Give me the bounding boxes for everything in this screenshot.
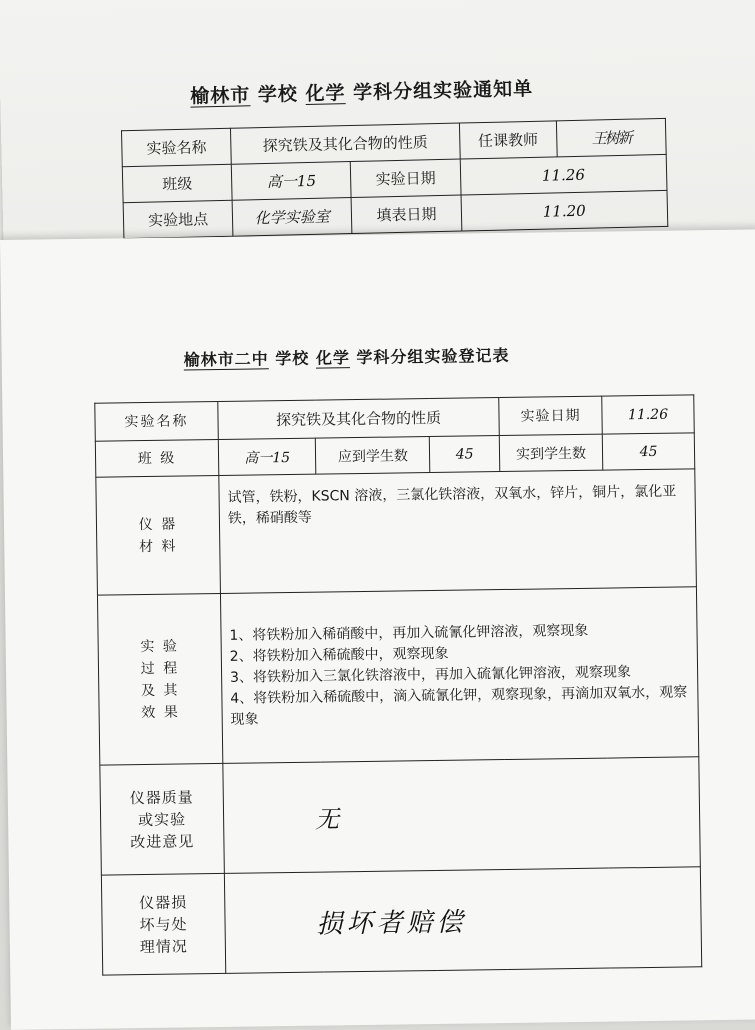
notice-title-subject: 化学 <box>305 82 346 106</box>
notice-fill-date-label: 填表日期 <box>351 195 461 233</box>
register-actual-value: 45 <box>602 433 694 470</box>
register-title-school: 学校 <box>275 348 310 369</box>
process-step: 2、将铁粉加入稀硫酸中，观察现象 <box>229 645 449 665</box>
process-step: 1、将铁粉加入稀硝酸中，再加入硫氰化钾溶液，观察现象 <box>229 622 589 644</box>
quality-label-line: 改进意见 <box>130 831 195 851</box>
register-date-label: 实验日期 <box>499 396 602 435</box>
register-expected-value: 45 <box>430 436 500 473</box>
register-actual-label: 实到学生数 <box>499 434 602 471</box>
damage-label-line: 仪器损 <box>139 892 188 912</box>
notice-teacher-label: 任课教师 <box>459 121 557 159</box>
register-class-label: 班 级 <box>95 439 218 477</box>
register-quality-value-cell <box>223 757 701 874</box>
process-label-line: 及 其 <box>140 682 180 699</box>
notice-teacher-signature: 王树新 <box>556 118 666 156</box>
damage-label-line: 理情况 <box>139 936 188 956</box>
quality-label-line: 仪器质量 <box>129 787 194 807</box>
register-title-school-name: 榆林市二中 <box>183 349 269 370</box>
notice-class-label: 班级 <box>122 164 232 202</box>
register-title-subject: 化学 <box>315 348 351 368</box>
register-expected-label: 应到学生数 <box>316 437 431 475</box>
register-title-rest: 学科分组实验登记表 <box>356 345 510 368</box>
register-class-value: 高一15 <box>218 438 316 475</box>
register-name-label: 实验名称 <box>95 401 218 441</box>
notice-title <box>190 74 533 109</box>
notice-class-value: 高一15 <box>231 162 351 201</box>
damage-label-line: 坏与处 <box>139 914 188 934</box>
notice-date-value: 11.26 <box>460 154 667 195</box>
notice-table <box>121 118 668 239</box>
register-damage-label <box>101 873 225 975</box>
process-label-line: 效 果 <box>141 704 180 721</box>
notice-title-city: 榆林市 <box>189 84 251 108</box>
notice-title-rest: 学科分组实验通知单 <box>352 77 534 104</box>
register-materials-label <box>96 475 221 595</box>
register-table <box>94 394 702 975</box>
register-damage-value-cell <box>224 867 701 974</box>
process-step: 4、将铁粉加入稀硫酸中，滴入硫氰化钾，观察现象，再滴加双氧水，观察现象 <box>230 684 688 728</box>
register-process-value <box>220 587 698 764</box>
register-materials-value: 试管，铁粉，KSCN 溶液，三氯化铁溶液，双氧水，锌片，铜片，氯化亚铁，稀硝酸等 <box>219 469 697 594</box>
process-step: 3、将铁粉加入三氯化铁溶液中，再加入硫氰化钾溶液，观察现象 <box>229 664 632 686</box>
register-name-value: 探究铁及其化合物的性质 <box>218 398 500 440</box>
quality-label-line: 或实验 <box>137 809 187 829</box>
register-quality-value: 无 <box>314 805 340 834</box>
register-quality-label <box>100 763 224 875</box>
notice-title-school: 学校 <box>257 83 299 107</box>
notice-name-value: 探究铁及其化合物的性质 <box>231 123 460 164</box>
register-damage-value: 损坏者赔偿 <box>316 907 467 940</box>
register-date-value: 11.26 <box>602 395 694 434</box>
process-label-line: 过 程 <box>140 660 180 677</box>
register-sheet <box>0 229 755 1030</box>
materials-label-line: 材 料 <box>138 538 178 555</box>
notice-name-label: 实验名称 <box>121 128 231 166</box>
notice-location-label: 实验地点 <box>123 200 233 238</box>
register-title <box>184 343 510 371</box>
notice-location-value: 化学实验室 <box>232 198 352 237</box>
process-label-line: 实 验 <box>140 638 179 655</box>
materials-label-line: 仪 器 <box>138 516 178 533</box>
register-process-label <box>97 593 222 765</box>
notice-date-label: 实验日期 <box>351 159 461 197</box>
notice-fill-date-value: 11.20 <box>461 190 668 231</box>
